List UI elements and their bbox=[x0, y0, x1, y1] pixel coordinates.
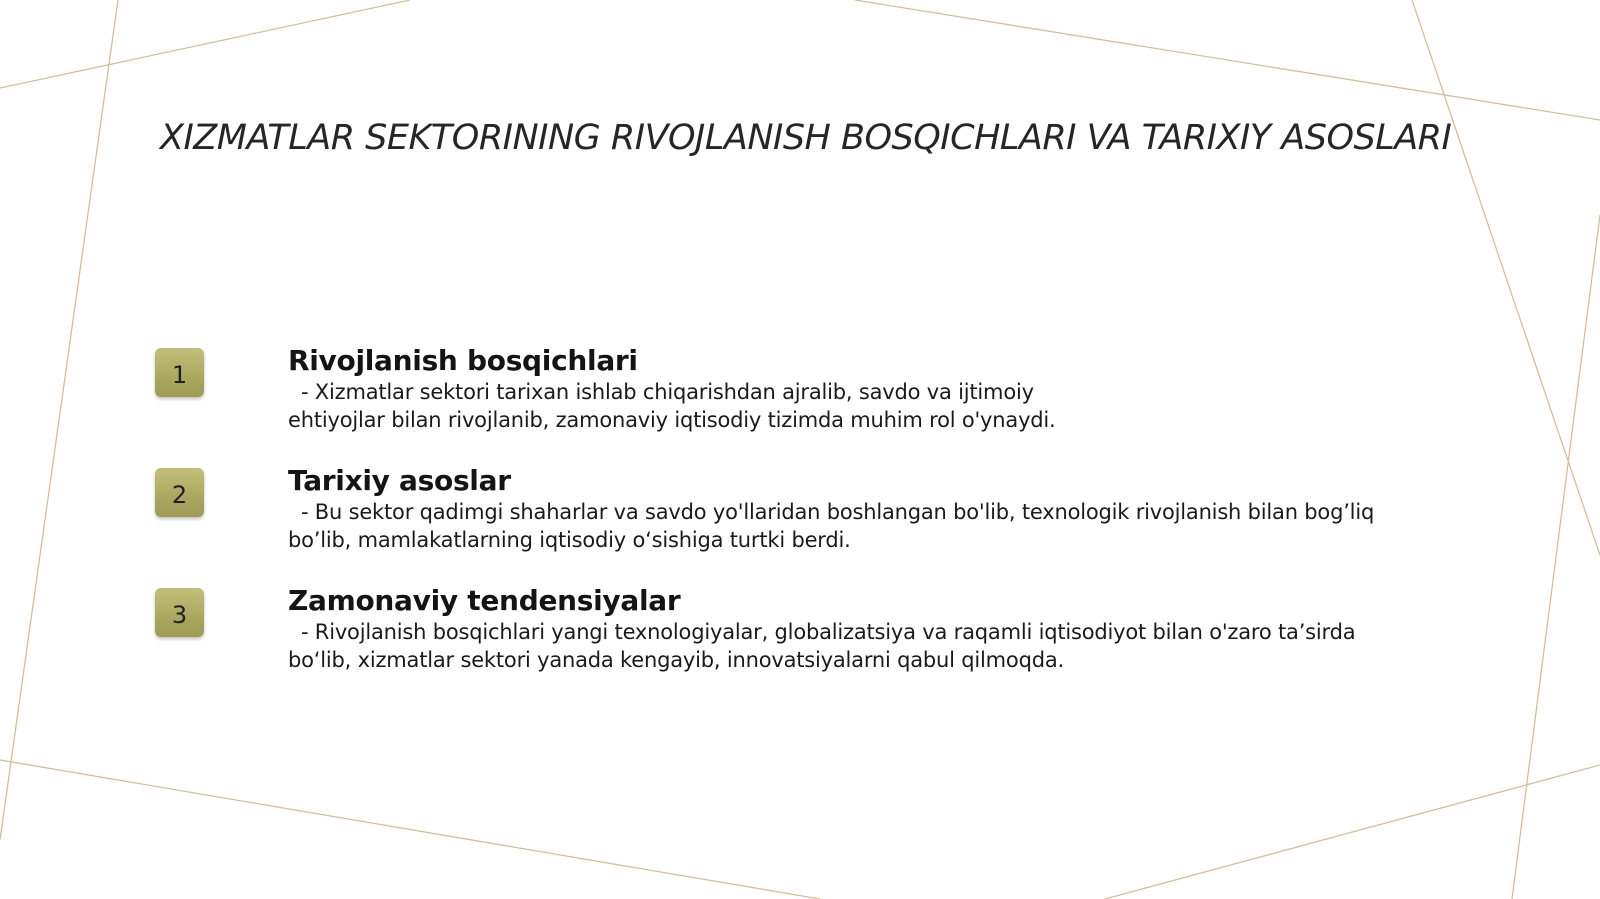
item-heading: Tarixiy asoslar bbox=[288, 464, 511, 497]
item-heading: Zamonaviy tendensiyalar bbox=[288, 584, 681, 617]
decor-line-right bbox=[1512, 215, 1600, 899]
decor-line-bottom-left bbox=[0, 760, 820, 899]
item-text-line: bo’lib, mamlakatlarning iqtisodiy o‘sishiga turtki berdi. bbox=[288, 528, 851, 552]
decor-line-left bbox=[0, 0, 118, 840]
item-text-line: - Bu sektor qadimgi shaharlar va savdo yo'llaridan boshlangan bo'lib, texnologik rivojlanish bilan bog’liq bbox=[288, 500, 1375, 524]
item-text-line: - Rivojlanish bosqichlari yangi texnologiyalar, globalizatsiya va raqamli iqtisodiyot bilan o'zaro ta’sirda bbox=[288, 620, 1356, 644]
item-text-line: ehtiyojlar bilan rivojlanib, zamonaviy iqtisodiy tizimda muhim rol o'ynaydi. bbox=[288, 408, 1056, 432]
item-text-line: bo‘lib, xizmatlar sektori yanada kengayib, innovatsiyalarni qabul qilmoqda. bbox=[288, 648, 1064, 672]
list-item-body bbox=[288, 464, 1458, 554]
item-heading: Rivojlanish bosqichlari bbox=[288, 344, 638, 377]
decor-line-top-left bbox=[0, 0, 410, 88]
number-badge: 1 bbox=[155, 348, 204, 397]
number-badge: 2 bbox=[155, 468, 204, 517]
decor-line-bottom-right bbox=[1105, 765, 1600, 899]
number-badge: 3 bbox=[155, 588, 204, 637]
list-item-body bbox=[288, 584, 1458, 674]
decor-line-top-right bbox=[855, 0, 1600, 120]
item-text-line: - Xizmatlar sektori tarixan ishlab chiqarishdan ajralib, savdo va ijtimoiy bbox=[288, 380, 1034, 404]
list-item-body bbox=[288, 344, 1458, 434]
slide-title: XIZMATLAR SEKTORINING RIVOJLANISH BOSQICHLARI VA TARIXIY ASOSLARI bbox=[160, 118, 1452, 158]
